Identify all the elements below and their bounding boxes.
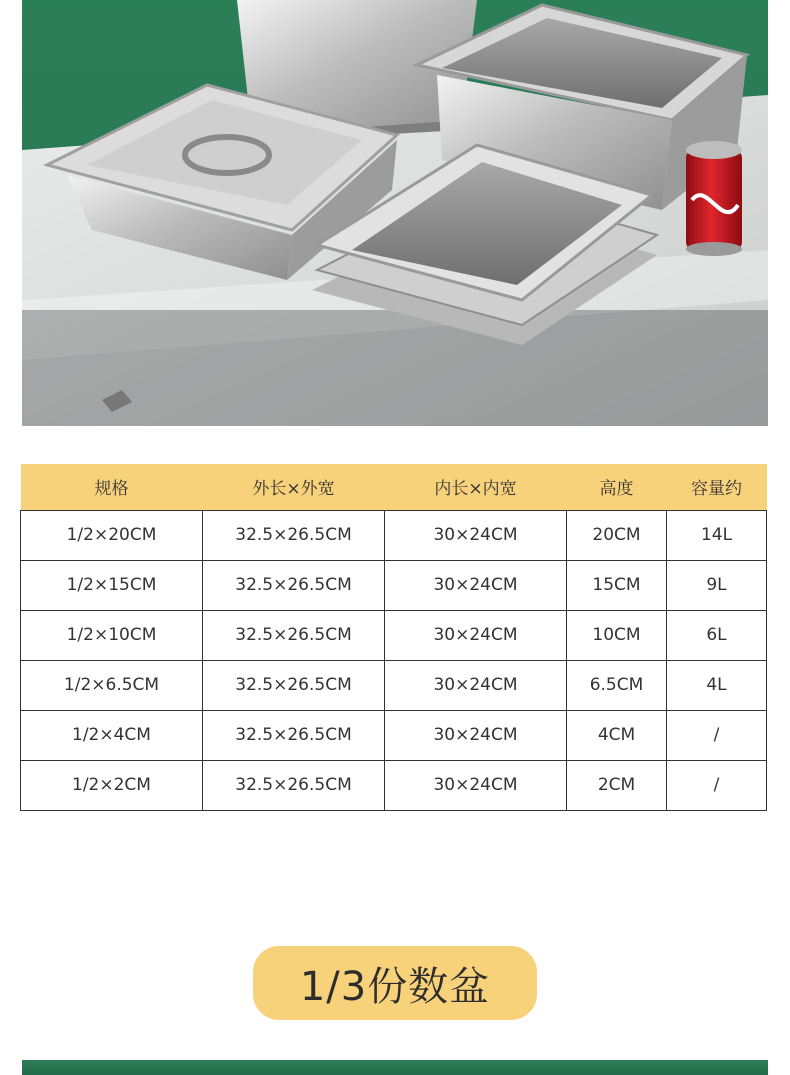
cell-capacity: 6L [667,610,767,660]
cell-spec: 1/2×4CM [21,710,203,760]
cell-outer-size: 32.5×26.5CM [203,610,385,660]
cell-inner-size: 30×24CM [385,710,567,760]
table-header-row [21,464,767,510]
cell-outer-size: 32.5×26.5CM [203,710,385,760]
table-row [21,710,767,760]
cell-height: 2CM [567,760,667,810]
header-spec: 规格 [21,464,203,510]
cell-capacity: 14L [667,510,767,560]
header-height: 高度 [567,464,667,510]
table-row [21,760,767,810]
cell-outer-size: 32.5×26.5CM [203,560,385,610]
cell-spec: 1/2×10CM [21,610,203,660]
header-outer-size: 外长×外宽 [203,464,385,510]
cell-inner-size: 30×24CM [385,560,567,610]
cell-spec: 1/2×6.5CM [21,660,203,710]
table-row [21,560,767,610]
cell-inner-size: 30×24CM [385,760,567,810]
section-title: 1/3份数盆 [299,963,491,1010]
cell-height: 10CM [567,610,667,660]
cell-height: 6.5CM [567,660,667,710]
cell-inner-size: 30×24CM [385,660,567,710]
cell-outer-size: 32.5×26.5CM [203,510,385,560]
cell-spec: 1/2×2CM [21,760,203,810]
cell-inner-size: 30×24CM [385,510,567,560]
cell-height: 20CM [567,510,667,560]
cell-height: 15CM [567,560,667,610]
table-row [21,610,767,660]
next-photo-strip [22,1060,768,1075]
table-row [21,660,767,710]
cell-height: 4CM [567,710,667,760]
cell-spec: 1/2×15CM [21,560,203,610]
cell-capacity: / [667,760,767,810]
header-inner-size: 内长×内宽 [385,464,567,510]
cell-outer-size: 32.5×26.5CM [203,760,385,810]
table-row [21,510,767,560]
cell-outer-size: 32.5×26.5CM [203,660,385,710]
spec-table [20,464,767,811]
cell-spec: 1/2×20CM [21,510,203,560]
cell-inner-size: 30×24CM [385,610,567,660]
section-title-badge [253,946,537,1020]
product-photo [22,0,768,426]
cell-capacity: 9L [667,560,767,610]
cell-capacity: / [667,710,767,760]
product-illustration [22,0,768,426]
header-capacity: 容量约 [667,464,767,510]
cell-capacity: 4L [667,660,767,710]
